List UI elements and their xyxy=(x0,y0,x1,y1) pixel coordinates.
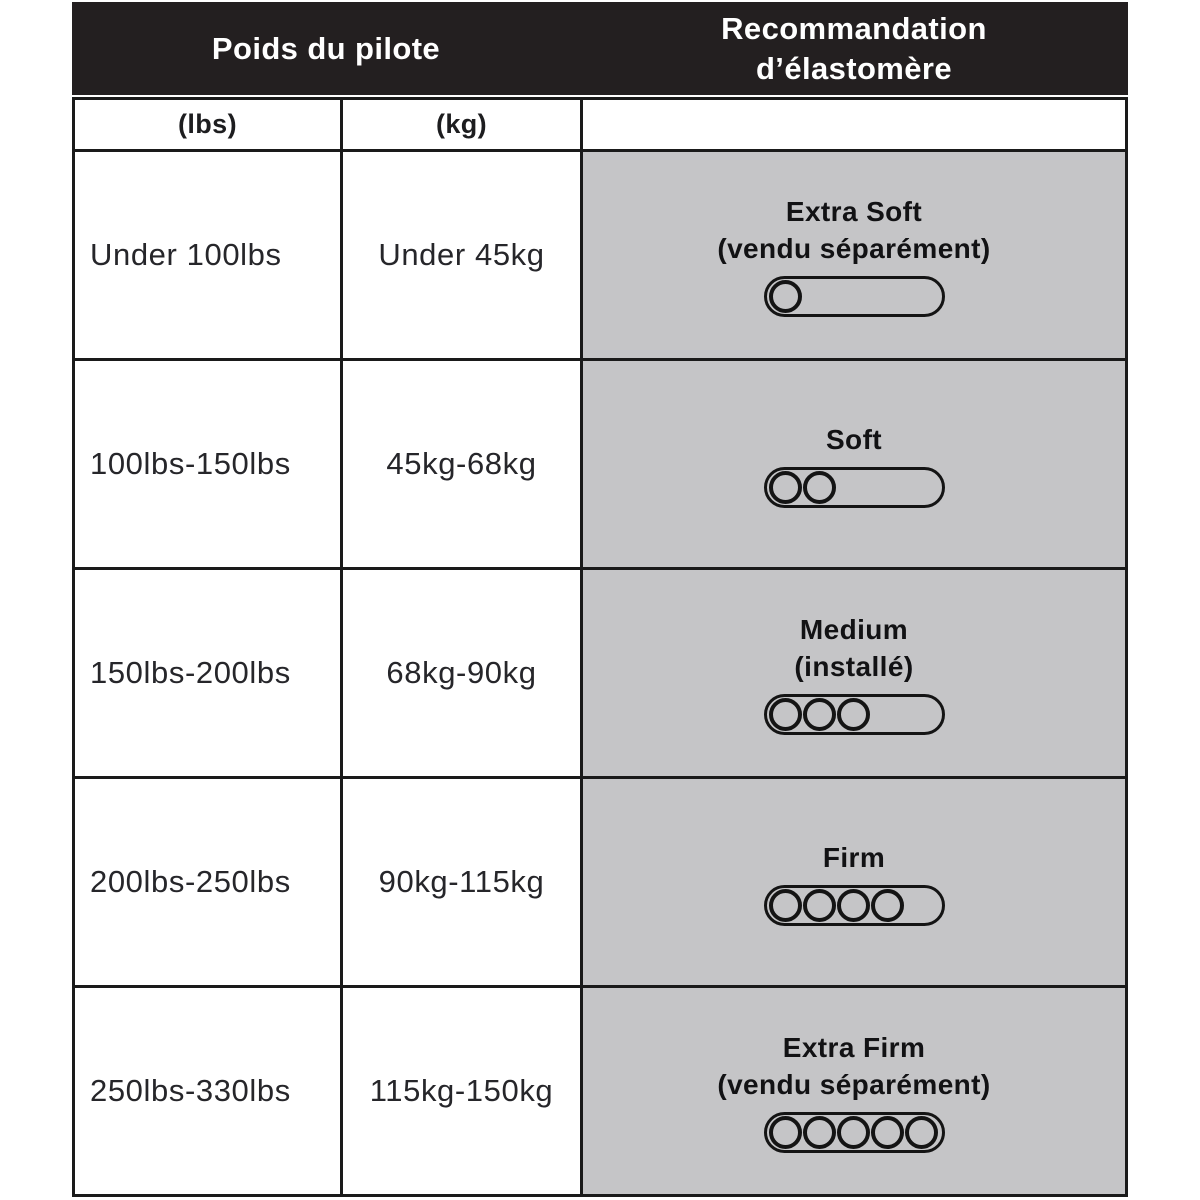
elastomer-firmness-dot xyxy=(803,889,836,922)
elastomer-name: Extra Soft xyxy=(785,196,923,227)
table-row-kg-cell xyxy=(340,149,580,358)
elastomer-recommendation-title: Recommandation d’élastomère xyxy=(721,10,987,86)
elastomer-firmness-dot xyxy=(837,698,870,731)
elastomer-note: (vendu séparément) xyxy=(717,233,991,264)
weight-lbs-value: 250lbs-330lbs xyxy=(90,1073,291,1108)
elastomer-pill-icon xyxy=(764,694,945,735)
elastomer-firmness-dot xyxy=(837,889,870,922)
weight-lbs-value: 150lbs-200lbs xyxy=(90,655,291,690)
elastomer-name: Medium xyxy=(799,614,909,645)
header-pilot-weight xyxy=(72,2,580,95)
weight-lbs-value: Under 100lbs xyxy=(90,237,282,272)
elastomer-firmness-dot xyxy=(871,1116,904,1149)
elastomer-note: (installé) xyxy=(794,651,914,682)
elastomer-pill-icon xyxy=(764,885,945,926)
elastomer-firmness-dot xyxy=(769,471,802,504)
weight-kg-value: 90kg-115kg xyxy=(378,864,545,899)
table-row-lbs-cell xyxy=(75,567,340,776)
elastomer-name: Firm xyxy=(822,841,886,873)
elastomer-firmness-dot xyxy=(769,280,802,313)
table-row-recommendation-cell xyxy=(580,776,1125,985)
table-row-lbs-cell xyxy=(75,358,340,567)
weight-kg-value: 68kg-90kg xyxy=(386,655,537,690)
elastomer-firmness-dot xyxy=(769,1116,802,1149)
table-row-kg-cell xyxy=(340,776,580,985)
table-row-recommendation-cell xyxy=(580,985,1125,1194)
weight-kg-value: Under 45kg xyxy=(378,237,545,272)
weight-lbs-value: 100lbs-150lbs xyxy=(90,446,291,481)
elastomer-pill-icon xyxy=(764,467,945,508)
subheader-kg-cell xyxy=(340,100,580,149)
subheader-lbs-cell xyxy=(75,100,340,149)
elastomer-note: (vendu séparément) xyxy=(717,1069,991,1100)
elastomer-firmness-dot xyxy=(803,698,836,731)
table-row-lbs-cell xyxy=(75,985,340,1194)
elastomer-firmness-dot xyxy=(803,1116,836,1149)
elastomer-firmness-dot xyxy=(905,1116,938,1149)
table-row-recommendation-cell xyxy=(580,567,1125,776)
elastomer-table xyxy=(72,2,1128,1197)
weight-kg-value: 45kg-68kg xyxy=(386,446,537,481)
weight-lbs-value: 200lbs-250lbs xyxy=(90,864,291,899)
table-header xyxy=(72,2,1128,95)
table-row-recommendation-cell xyxy=(580,149,1125,358)
table-body xyxy=(72,97,1128,1197)
pilot-weight-title: Poids du pilote xyxy=(211,30,441,66)
elastomer-firmness-dot xyxy=(871,889,904,922)
elastomer-firmness-dot xyxy=(803,471,836,504)
subheader-kg-label: (kg) xyxy=(435,109,488,139)
table-row-recommendation-cell xyxy=(580,358,1125,567)
table-row-lbs-cell xyxy=(75,776,340,985)
elastomer-firmness-dot xyxy=(769,889,802,922)
elastomer-pill-icon xyxy=(764,276,945,317)
elastomer-name: Extra Firm xyxy=(782,1032,926,1063)
table-row-kg-cell xyxy=(340,985,580,1194)
weight-kg-value: 115kg-150kg xyxy=(369,1073,554,1108)
table-row-kg-cell xyxy=(340,358,580,567)
elastomer-name: Soft xyxy=(825,423,883,455)
table-row-lbs-cell xyxy=(75,149,340,358)
elastomer-pill-icon xyxy=(764,1112,945,1153)
elastomer-firmness-dot xyxy=(769,698,802,731)
subheader-recommendation-cell xyxy=(580,100,1125,149)
table-row-kg-cell xyxy=(340,567,580,776)
header-elastomer-recommendation xyxy=(580,2,1128,95)
elastomer-firmness-dot xyxy=(837,1116,870,1149)
subheader-lbs-label: (lbs) xyxy=(178,109,237,139)
